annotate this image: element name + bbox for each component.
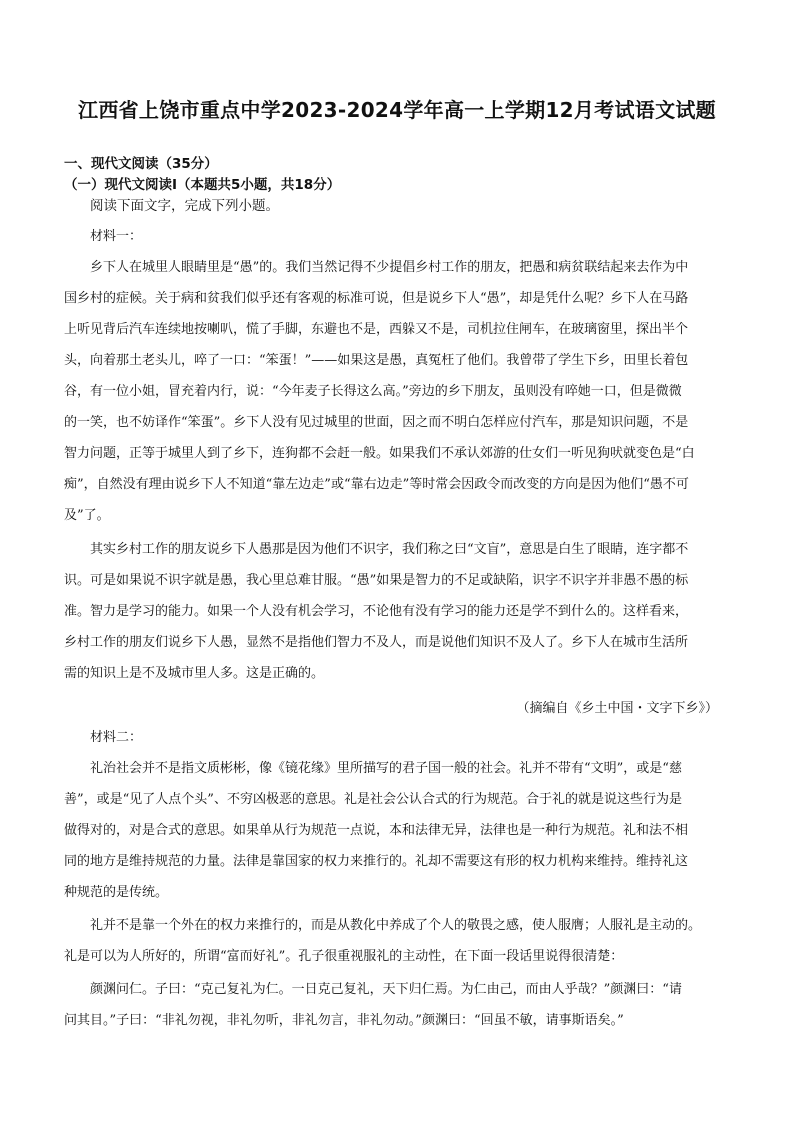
paragraph-line: 同的地方是维持规范的力量。法律是靠国家的权力来推行的。礼却不需要这有形的权力机构来维持。维持礼这 <box>64 854 689 869</box>
paragraph-line: 谷，有一位小姐，冒充着内行，说：“今年麦子长得这么高。”旁边的乡下朋友，虽则没有啐她一口，但是微微 <box>64 384 682 399</box>
paragraph-line: 痴”，自然没有理由说乡下人不知道“靠左边走”或“靠右边走”等时常会因政令而改变的方向是因为他们“愚不可 <box>64 477 689 492</box>
paragraph-line: 上听见背后汽车连续地按喇叭，慌了手脚，东避也不是，西躲又不是，司机拉住闸车，在玻璃窗里，探出半个 <box>64 322 689 337</box>
paragraph-line: 礼是可以为人所好的，所谓“富而好礼”。孔子很重视服礼的主动性，在下面一段话里说得很清楚： <box>64 949 624 964</box>
paragraph-line: 做得对的，对是合式的意思。如果单从行为规范一点说，本和法律无异，法律也是一种行为规范。礼和法不相 <box>64 823 689 838</box>
section-heading: 一、现代文阅读（35分） <box>64 156 218 172</box>
paragraph-line: 需的知识上是不及城市里人多。这是正确的。 <box>64 666 325 681</box>
page-title: 江西省上饶市重点中学2023-2024学年高一上学期12月考试语文试题 <box>78 98 716 122</box>
paragraph-line: 头，向着那土老头儿，啐了一口：“笨蛋！”——如果这是愚，真冤枉了他们。我曾带了学生下乡，田里长着包 <box>64 353 689 368</box>
paragraph-line: 的一笑，也不妨译作“笨蛋”。乡下人没有见过城里的世面，因之而不明白怎样应付汽车，那是知识问题，不是 <box>64 415 689 430</box>
subsection-heading: （一）现代文阅读Ⅰ（本题共5小题，共18分） <box>64 177 341 193</box>
paragraph-line: 乡村工作的朋友们说乡下人愚，显然不是指他们智力不及人，而是说他们知识不及人了。乡下人在城市生活所 <box>64 635 689 650</box>
paragraph-line: 乡下人在城里人眼睛里是“愚”的。我们当然记得不少提倡乡村工作的朋友，把愚和病贫联结起来去作为中 <box>90 260 689 275</box>
paragraph-line: 智力问题，正等于城里人到了乡下，连狗都不会赶一般。如果我们不承认郊游的仕女们一听见狗吠就变色是“白 <box>64 446 695 461</box>
paragraph-line: 其实乡村工作的朋友说乡下人愚那是因为他们不识字，我们称之曰“文盲”，意思是白生了眼睛，连字都不 <box>90 542 689 557</box>
paragraph-line: 善”，或是“见了人点个头”、不穷凶极恶的意思。礼是社会公认合式的行为规范。合于礼的就是说这些行为是 <box>64 792 682 807</box>
paragraph-line: 及”了。 <box>64 508 110 523</box>
material-1-label: 材料一： <box>90 229 143 244</box>
paragraph-line: 种规范的是传统。 <box>64 885 169 900</box>
material-2-label: 材料二： <box>90 730 143 745</box>
source-citation: （摘编自《乡土中国・文字下乡》） <box>516 701 718 716</box>
paragraph-line: 礼治社会并不是指文质彬彬，像《镜花缘》里所描写的君子国一般的社会。礼并不带有“文明”，或是“慈 <box>90 761 682 776</box>
paragraph-line: 问其目。”子曰：“非礼勿视，非礼勿听，非礼勿言，非礼勿动。”颜渊曰：“回虽不敏，请事斯语矣。” <box>64 1013 624 1028</box>
paragraph-line: 国乡村的症候。关于病和贫我们似乎还有客观的标准可说，但是说乡下人“愚”，却是凭什么呢？乡下人在马路 <box>64 291 689 306</box>
paragraph-line: 识。可是如果说不识字就是愚，我心里总难甘服。“愚”如果是智力的不足或缺陷，识字不识字并非愚不愚的标 <box>64 573 689 588</box>
instruction-text: 阅读下面文字，完成下列小题。 <box>90 198 279 214</box>
paragraph-line: 礼并不是靠一个外在的权力来推行的，而是从教化中养成了个人的敬畏之感，使人服膺；人服礼是主动的。 <box>90 918 702 933</box>
paragraph-line: 颜渊问仁。子曰：“克己复礼为仁。一日克己复礼，天下归仁焉。为仁由己，而由人乎哉？”颜渊曰：“请 <box>90 982 682 997</box>
paragraph-line: 准。智力是学习的能力。如果一个人没有机会学习，不论他有没有学习的能力还是学不到什么的。这样看来， <box>64 604 689 619</box>
